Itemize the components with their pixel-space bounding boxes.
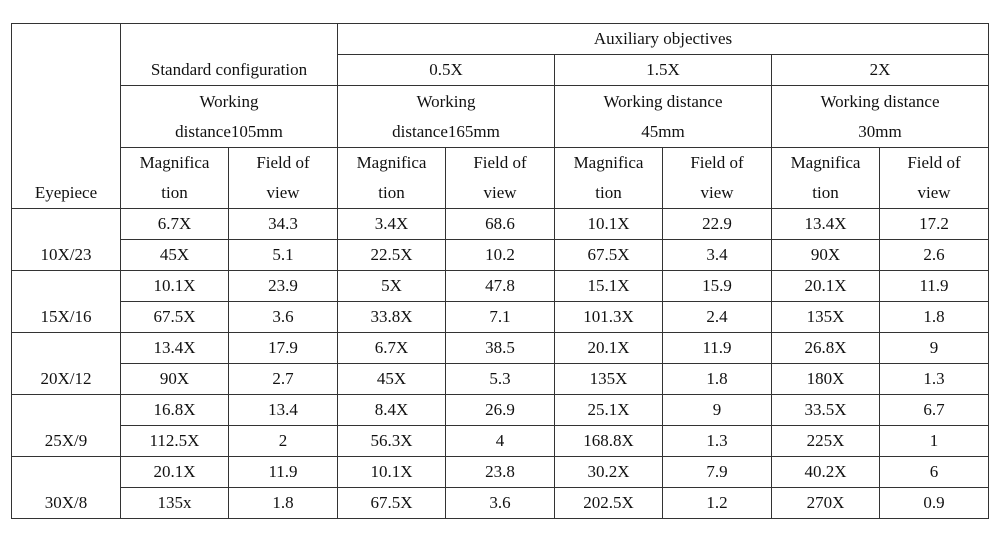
magnification-cell: 225X [772, 426, 880, 457]
magnification-cell: 112.5X [121, 426, 229, 457]
magnification-cell: 26.8X [772, 333, 880, 364]
eyepiece-cell: 10X/23 [12, 209, 121, 271]
field-of-view-col-header: Field of view [446, 148, 555, 209]
magnification-cell: 45X [121, 240, 229, 271]
field-of-view-col-header: Field of view [880, 148, 989, 209]
magnification-cell: 33.8X [338, 302, 446, 333]
magnification-cell: 20.1X [772, 271, 880, 302]
magnification-cell: 90X [121, 364, 229, 395]
field-of-view-cell: 3.6 [229, 302, 338, 333]
magnification-cell: 10.1X [121, 271, 229, 302]
field-of-view-cell: 26.9 [446, 395, 555, 426]
field-of-view-cell: 7.1 [446, 302, 555, 333]
wd-line: distance165mm [392, 121, 500, 141]
wd-line: 45mm [641, 121, 685, 141]
working-distance-standard [121, 86, 338, 148]
field-of-view-cell: 2.6 [880, 240, 989, 271]
magnification-cell: 180X [772, 364, 880, 395]
working-distance-0-5x [338, 86, 555, 148]
field-of-view-cell: 17.9 [229, 333, 338, 364]
magnification-cell: 20.1X [555, 333, 663, 364]
field-of-view-cell: 5.1 [229, 240, 338, 271]
magnification-cell: 15.1X [555, 271, 663, 302]
objective-2x-header: 2X [772, 55, 989, 86]
field-of-view-cell: 6 [880, 457, 989, 488]
magnification-cell: 45X [338, 364, 446, 395]
eyepiece-cell: 20X/12 [12, 333, 121, 395]
field-of-view-cell: 2.7 [229, 364, 338, 395]
field-of-view-cell: 22.9 [663, 209, 772, 240]
field-of-view-cell: 1.3 [663, 426, 772, 457]
table-row [12, 426, 989, 457]
wd-line: Working [416, 91, 476, 111]
field-of-view-cell: 5.3 [446, 364, 555, 395]
magnification-cell: 67.5X [121, 302, 229, 333]
field-of-view-cell: 2.4 [663, 302, 772, 333]
wd-line: Working distance [820, 91, 940, 111]
magnification-cell: 13.4X [121, 333, 229, 364]
magnification-cell: 90X [772, 240, 880, 271]
field-of-view-cell: 7.9 [663, 457, 772, 488]
working-distance-1-5x [555, 86, 772, 148]
field-of-view-cell: 38.5 [446, 333, 555, 364]
field-of-view-cell: 1.8 [229, 488, 338, 519]
table-row [12, 364, 989, 395]
magnification-cell: 135X [555, 364, 663, 395]
wd-line: 30mm [858, 121, 902, 141]
magnification-cell: 30.2X [555, 457, 663, 488]
magnification-cell: 40.2X [772, 457, 880, 488]
table-row [12, 457, 989, 488]
field-of-view-cell: 1.8 [880, 302, 989, 333]
magnification-cell: 135x [121, 488, 229, 519]
field-of-view-cell: 1.8 [663, 364, 772, 395]
objective-1-5x-header: 1.5X [555, 55, 772, 86]
table-row [12, 209, 989, 240]
auxiliary-objectives-header: Auxiliary objectives [338, 24, 989, 55]
field-of-view-cell: 11.9 [880, 271, 989, 302]
field-of-view-cell: 47.8 [446, 271, 555, 302]
field-of-view-cell: 9 [880, 333, 989, 364]
field-of-view-cell: 1.3 [880, 364, 989, 395]
magnification-col-header: Magnifica tion [121, 148, 229, 209]
magnification-cell: 25.1X [555, 395, 663, 426]
field-of-view-cell: 23.8 [446, 457, 555, 488]
magnification-cell: 16.8X [121, 395, 229, 426]
field-of-view-cell: 6.7 [880, 395, 989, 426]
magnification-cell: 3.4X [338, 209, 446, 240]
magnification-cell: 33.5X [772, 395, 880, 426]
eyepiece-cell: 30X/8 [12, 457, 121, 519]
table-row [12, 271, 989, 302]
table-row [12, 240, 989, 271]
field-of-view-cell: 68.6 [446, 209, 555, 240]
table-row [12, 488, 989, 519]
objective-0-5x-header: 0.5X [338, 55, 555, 86]
eyepiece-cell: 25X/9 [12, 395, 121, 457]
magnification-cell: 10.1X [338, 457, 446, 488]
magnification-cell: 67.5X [338, 488, 446, 519]
field-of-view-cell: 13.4 [229, 395, 338, 426]
field-of-view-cell: 17.2 [880, 209, 989, 240]
wd-line: Working distance [603, 91, 723, 111]
field-of-view-cell: 34.3 [229, 209, 338, 240]
magnification-cell: 202.5X [555, 488, 663, 519]
field-of-view-cell: 11.9 [663, 333, 772, 364]
working-distance-2x [772, 86, 989, 148]
field-of-view-cell: 2 [229, 426, 338, 457]
magnification-cell: 13.4X [772, 209, 880, 240]
field-of-view-cell: 3.4 [663, 240, 772, 271]
magnification-cell: 101.3X [555, 302, 663, 333]
magnification-cell: 22.5X [338, 240, 446, 271]
field-of-view-cell: 10.2 [446, 240, 555, 271]
magnification-cell: 5X [338, 271, 446, 302]
field-of-view-cell: 1 [880, 426, 989, 457]
field-of-view-cell: 0.9 [880, 488, 989, 519]
magnification-cell: 56.3X [338, 426, 446, 457]
field-of-view-col-header: Field of view [663, 148, 772, 209]
field-of-view-col-header: Field of view [229, 148, 338, 209]
magnification-col-header: Magnifica tion [338, 148, 446, 209]
magnification-cell: 270X [772, 488, 880, 519]
table-row [12, 395, 989, 426]
wd-line: Working [199, 91, 259, 111]
field-of-view-cell: 4 [446, 426, 555, 457]
magnification-cell: 10.1X [555, 209, 663, 240]
magnification-table [11, 23, 989, 519]
field-of-view-cell: 3.6 [446, 488, 555, 519]
magnification-col-header: Magnifica tion [772, 148, 880, 209]
magnification-col-header: Magnifica tion [555, 148, 663, 209]
field-of-view-cell: 9 [663, 395, 772, 426]
magnification-cell: 8.4X [338, 395, 446, 426]
magnification-cell: 67.5X [555, 240, 663, 271]
magnification-cell: 6.7X [121, 209, 229, 240]
standard-config-header: Standard configuration [121, 24, 338, 86]
magnification-cell: 168.8X [555, 426, 663, 457]
eyepiece-header: Eyepiece [12, 24, 121, 209]
field-of-view-cell: 23.9 [229, 271, 338, 302]
magnification-cell: 135X [772, 302, 880, 333]
table-row [12, 302, 989, 333]
field-of-view-cell: 1.2 [663, 488, 772, 519]
eyepiece-cell: 15X/16 [12, 271, 121, 333]
magnification-cell: 6.7X [338, 333, 446, 364]
wd-line: distance105mm [175, 121, 283, 141]
table-row [12, 333, 989, 364]
field-of-view-cell: 15.9 [663, 271, 772, 302]
field-of-view-cell: 11.9 [229, 457, 338, 488]
magnification-cell: 20.1X [121, 457, 229, 488]
